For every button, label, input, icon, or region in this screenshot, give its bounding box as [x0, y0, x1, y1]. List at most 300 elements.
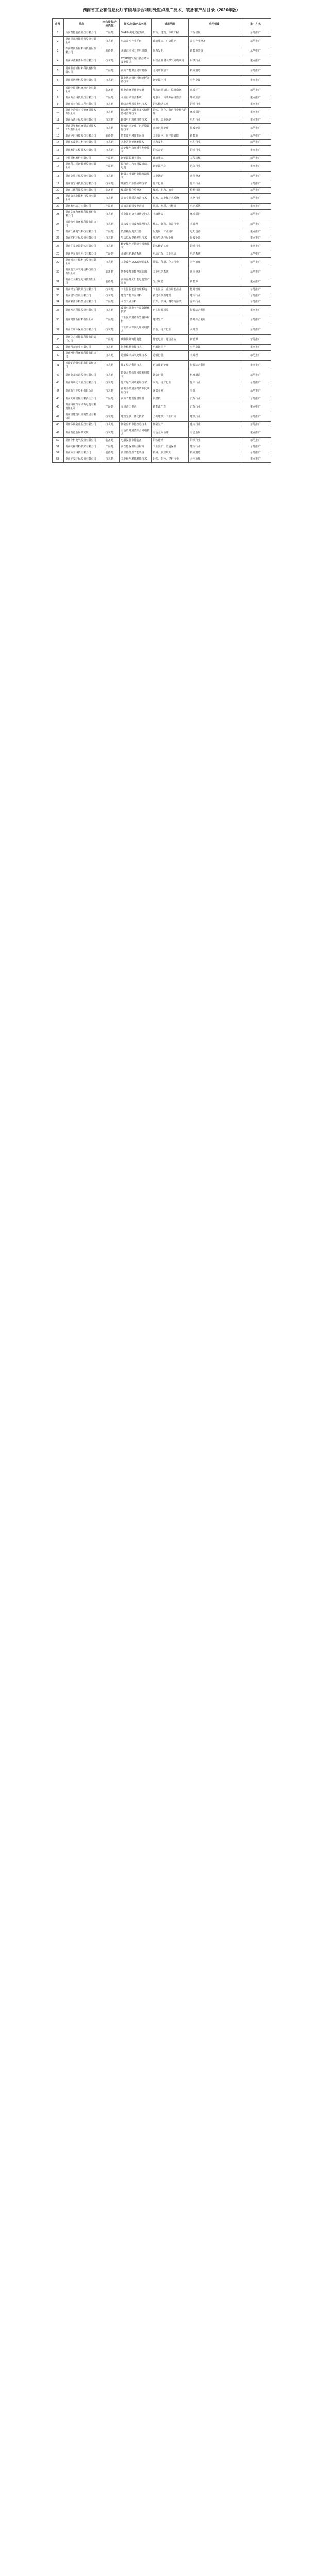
item-name: 高炉煤气余压透平发电技术 — [119, 146, 151, 156]
application-field: 化工行业 — [188, 181, 240, 188]
row-number: 49 — [52, 428, 63, 438]
item-name: 电磁搅拌节能装备 — [119, 438, 151, 444]
row-number: 38 — [52, 335, 63, 345]
row-number: 21 — [52, 194, 63, 204]
application-field: 资源综合利用 — [188, 315, 240, 325]
row-number: 33 — [52, 293, 63, 299]
row-number: 36 — [52, 315, 63, 325]
row-number: 39 — [52, 345, 63, 351]
promotion-mode: 示范推广 — [240, 299, 271, 306]
row-number: 5 — [52, 66, 63, 76]
application-scope: 农药、化工行业 — [151, 380, 188, 386]
category-type: 技术类 — [100, 140, 119, 146]
item-name: 水性工业涂料 — [119, 299, 151, 306]
company-name: 湖南正明环保股份有限公司 — [63, 325, 100, 335]
application-scope: 市政污泥处理 — [151, 124, 188, 133]
promotion-mode: 示范推广 — [240, 444, 271, 450]
row-number: 8 — [52, 95, 63, 101]
table-row — [52, 117, 271, 124]
promotion-mode: 重点推广 — [240, 108, 271, 117]
promotion-mode: 示范推广 — [240, 172, 271, 181]
category-type: 装备类 — [100, 267, 119, 277]
company-name: 湖南省建筑设计院集团有限公司 — [63, 412, 100, 422]
table-row — [52, 95, 271, 101]
table-row — [52, 37, 271, 46]
row-number: 32 — [52, 287, 63, 293]
row-number: 15 — [52, 146, 63, 156]
table-row — [52, 108, 271, 117]
application-field: 机械制造 — [188, 66, 240, 76]
promotion-mode: 重点推广 — [240, 345, 271, 351]
catalog-table — [52, 18, 271, 463]
application-scope: 供水、工业循环水系统 — [151, 194, 188, 204]
item-name: 生活垃圾焚烧发电技术 — [119, 235, 151, 242]
category-type: 技术类 — [100, 37, 119, 46]
category-type: 产品类 — [100, 229, 119, 235]
row-number: 19 — [52, 181, 63, 188]
category-type: 技术类 — [100, 258, 119, 267]
item-name: 高效晶硅太阳能电池生产装备 — [119, 277, 151, 287]
category-type: 产品类 — [100, 66, 119, 76]
item-name: 永磁直驱风力发电机组 — [119, 46, 151, 56]
company-name: 湖南沃森电气科技有限公司 — [63, 229, 100, 235]
row-number: 7 — [52, 86, 63, 95]
row-number: 34 — [52, 299, 63, 306]
item-name: 高效节能涡轮增压器 — [119, 396, 151, 402]
company-name: 株洲时代新材料科技股份有限公司 — [63, 46, 100, 56]
category-type: 产品类 — [100, 444, 119, 450]
promotion-mode: 重点推广 — [240, 146, 271, 156]
application-scope: 钢铁烧结工序 — [151, 101, 188, 108]
company-name: 湖南科霸汽车动力电池有限责任公司 — [63, 402, 100, 412]
item-name: 建筑节能保温材料 — [119, 293, 151, 299]
item-name: 高效节能双金属带锯条 — [119, 66, 151, 76]
item-name: 永磁电机驱动系统 — [119, 251, 151, 258]
promotion-mode: 示范推广 — [240, 351, 271, 361]
company-name: 湖南博世科环保科技有限公司 — [63, 351, 100, 361]
application-field: 水处理 — [188, 351, 240, 361]
row-number: 52 — [52, 450, 63, 456]
promotion-mode: 示范推广 — [240, 66, 271, 76]
application-scope: 光伏制造 — [151, 277, 188, 287]
row-number: 16 — [52, 156, 63, 162]
category-type: 装备类 — [100, 46, 119, 56]
application-field: 电力行业 — [188, 140, 240, 146]
company-name: 湖南科力远新能源股份有限公司 — [63, 162, 100, 172]
company-name: 湖南创元铝业有限公司 — [63, 345, 100, 351]
application-scope: 造纸行业 — [151, 351, 188, 361]
category-type: 技术类 — [100, 210, 119, 219]
promotion-mode: 示范推广 — [240, 293, 271, 299]
application-field: 涂料行业 — [188, 299, 240, 306]
item-name: 混合动力汽车用镍氢动力电池 — [119, 162, 151, 172]
promotion-mode: 示范推广 — [240, 181, 271, 188]
category-type: 技术类 — [100, 76, 119, 86]
table-row — [52, 46, 271, 56]
promotion-mode: 重点推广 — [240, 229, 271, 235]
promotion-mode: 示范推广 — [240, 30, 271, 37]
row-number: 42 — [52, 370, 63, 380]
application-field: 机械制造 — [188, 450, 240, 456]
application-scope: 冶金、化工行业 — [151, 325, 188, 335]
application-field: 有色金属 — [188, 76, 240, 86]
item-name: SWE系列电动挖掘机 — [119, 30, 151, 37]
application-field: 钢铁行业 — [188, 242, 240, 251]
table-row — [52, 315, 271, 325]
application-field: 工程机械 — [188, 30, 240, 37]
company-name: 湖南湘江涂料集团有限公司 — [63, 299, 100, 306]
application-scope: 建筑施工 — [151, 156, 188, 162]
row-number: 3 — [52, 46, 63, 56]
company-name: 湖南天雁机械有限责任公司 — [63, 396, 100, 402]
row-number: 45 — [52, 396, 63, 402]
row-number: 47 — [52, 412, 63, 422]
company-name: 湖南立方新能源科技有限责任公司 — [63, 335, 100, 345]
table-row — [52, 380, 271, 386]
row-number: 37 — [52, 325, 63, 335]
application-scope: 公共建筑、工业厂房 — [151, 412, 188, 422]
application-field: 汽车行业 — [188, 396, 240, 402]
category-type: 产品类 — [100, 251, 119, 258]
table-row — [52, 188, 271, 194]
item-name: 智能微电网储能系统 — [119, 133, 151, 140]
application-scope: 矿山、建筑、市政工程 — [151, 30, 188, 37]
application-field: 电力设备 — [188, 229, 240, 235]
category-type: 产品类 — [100, 95, 119, 101]
category-type: 技术类 — [100, 146, 119, 156]
promotion-mode: 重点推广 — [240, 402, 271, 412]
row-number: 53 — [52, 456, 63, 463]
company-name: 湖南力合科技股份有限公司 — [63, 95, 100, 101]
item-name: 低损耗配电变压器 — [119, 229, 151, 235]
company-name: 湖南新五丰股份有限公司 — [63, 386, 100, 396]
category-type: 装备类 — [100, 438, 119, 444]
row-number: 14 — [52, 140, 63, 146]
promotion-mode: 重点推广 — [240, 277, 271, 287]
table-row — [52, 146, 271, 156]
application-scope: 风机、水泵、压缩机 — [151, 204, 188, 210]
table-row — [52, 450, 271, 456]
application-field: 建材行业 — [188, 422, 240, 428]
table-row — [52, 204, 271, 210]
promotion-mode: 示范推广 — [240, 133, 271, 140]
category-type: 技术类 — [100, 124, 119, 133]
promotion-mode: 重点推广 — [240, 242, 271, 251]
category-type: 装备类 — [100, 86, 119, 95]
item-name: 烧结余热回收发电技术 — [119, 101, 151, 108]
promotion-mode: 示范推广 — [240, 335, 271, 345]
application-field: 高空作业设备 — [188, 37, 240, 46]
column-header: 技术/装备/产品类型 — [100, 19, 119, 30]
item-name: 水电站智能运维技术 — [119, 140, 151, 146]
promotion-mode: 示范推广 — [240, 124, 271, 133]
row-number: 50 — [52, 438, 63, 444]
company-name: 山河智能装备股份有限公司 — [63, 30, 100, 37]
company-name: 长沙市中蓝环保科技有限公司 — [63, 219, 100, 229]
company-name: 长沙矿冶研究院有限责任公司 — [63, 361, 100, 370]
application-scope: 涂装、印刷、化工行业 — [151, 258, 188, 267]
promotion-mode: 示范推广 — [240, 219, 271, 229]
application-scope: 化工行业 — [151, 181, 188, 188]
row-number: 51 — [52, 444, 63, 450]
company-name: 湖南金龙铸造股份有限公司 — [63, 370, 100, 380]
table-row — [52, 133, 271, 140]
category-type: 技术类 — [100, 456, 119, 463]
promotion-mode: 重点推广 — [240, 428, 271, 438]
promotion-mode: 示范推广 — [240, 380, 271, 386]
row-number: 23 — [52, 210, 63, 219]
company-name: 湖南国发控股有限公司 — [63, 293, 100, 299]
application-field: 汽车行业 — [188, 402, 240, 412]
application-field: 电力行业 — [188, 117, 240, 124]
item-name: CCPP燃气蒸汽联合循环发电技术 — [119, 56, 151, 66]
table-row — [52, 56, 271, 66]
table-row — [52, 422, 271, 428]
table-row — [52, 181, 271, 188]
row-number: 43 — [52, 380, 63, 386]
category-type: 产品类 — [100, 396, 119, 402]
item-name: 畜禽养殖废弃物资源化利用技术 — [119, 386, 151, 396]
table-row — [52, 351, 271, 361]
application-scope: 城市生活垃圾处理 — [151, 235, 188, 242]
item-name: 硫酸生产余热回收技术 — [119, 181, 151, 188]
company-name: 湖南红太阳光电科技有限公司 — [63, 277, 100, 287]
table-row — [52, 66, 271, 76]
company-name: 湖南顶立科技有限公司 — [63, 450, 100, 456]
company-name: 湖南有色金属研究院 — [63, 428, 100, 438]
row-number: 12 — [52, 124, 63, 133]
company-name: 湖南长远锂科股份有限公司 — [63, 76, 100, 86]
table-row — [52, 306, 271, 315]
row-number: 35 — [52, 306, 63, 315]
company-name: 湖南屹林材料技术有限公司 — [63, 444, 100, 450]
category-type: 产品类 — [100, 156, 119, 162]
row-number: 44 — [52, 386, 63, 396]
column-header: 序号 — [52, 19, 63, 30]
item-name: 智能变频节能控制装置 — [119, 267, 151, 277]
application-scope: 工业园区、重点用能企业 — [151, 287, 188, 293]
category-type: 技术类 — [100, 117, 119, 124]
item-name: 电动高空作业平台 — [119, 37, 151, 46]
company-name: 湖南湘电动力有限公司 — [63, 204, 100, 210]
row-number: 26 — [52, 235, 63, 242]
table-row — [52, 194, 271, 204]
table-row — [52, 235, 271, 242]
row-number: 11 — [52, 117, 63, 124]
promotion-mode: 示范推广 — [240, 156, 271, 162]
company-name: 湖南艾布鲁环保科技股份有限公司 — [63, 210, 100, 219]
company-name: 湖南泰嘉新材料科技股份有限公司 — [63, 66, 100, 76]
application-scope: 铸造行业 — [151, 370, 188, 380]
item-name: 铝电解槽节能技术 — [119, 345, 151, 351]
category-type: 装备类 — [100, 450, 119, 456]
table-row — [52, 267, 271, 277]
promotion-mode: 示范推广 — [240, 194, 271, 204]
category-type: 技术类 — [100, 325, 119, 335]
table-row — [52, 229, 271, 235]
application-field: 有色金属 — [188, 345, 240, 351]
category-type: 技术类 — [100, 306, 119, 315]
company-name: 湖南军信环保股份有限公司 — [63, 235, 100, 242]
application-field: 农业 — [188, 386, 240, 396]
promotion-mode: 示范推广 — [240, 287, 271, 293]
application-scope: 钢铁转炉工序 — [151, 242, 188, 251]
application-scope: 新能源汽车 — [151, 162, 188, 172]
item-name: 工业废气VOCs治理技术 — [119, 258, 151, 267]
table-row — [52, 242, 271, 251]
promotion-mode: 重点推广 — [240, 117, 271, 124]
application-field: 大气治理 — [188, 258, 240, 267]
promotion-mode: 重点推广 — [240, 204, 271, 210]
company-name: 湖南万容科技股份有限公司 — [63, 306, 100, 315]
table-row — [52, 428, 271, 438]
application-field: 工程机械 — [188, 156, 240, 162]
application-scope: 机械、航空航天 — [151, 450, 188, 456]
table-row — [52, 101, 271, 108]
row-number: 4 — [52, 56, 63, 66]
category-type: 技术类 — [100, 361, 119, 370]
category-type: 技术类 — [100, 108, 119, 117]
application-field: 能源管理 — [188, 287, 240, 293]
category-type: 技术类 — [100, 287, 119, 293]
company-name: 湖南中科电气股份有限公司 — [63, 438, 100, 444]
category-type: 产品类 — [100, 315, 119, 325]
application-scope: 金属切削加工 — [151, 66, 188, 76]
application-field: 市政环卫 — [188, 86, 240, 95]
application-field: 汽车行业 — [188, 162, 240, 172]
item-name: 高效永磁同步电动机 — [119, 204, 151, 210]
promotion-mode: 示范推广 — [240, 370, 271, 380]
application-field: 建材行业 — [188, 293, 240, 299]
category-type: 技术类 — [100, 428, 119, 438]
promotion-mode: 示范推广 — [240, 140, 271, 146]
company-name: 湖南华自科技股份有限公司 — [63, 133, 100, 140]
application-field: 大气治理 — [188, 456, 240, 463]
application-field: 机械制造 — [188, 370, 240, 380]
application-scope: 电解铝生产 — [151, 345, 188, 351]
table-row — [52, 86, 271, 95]
table-row — [52, 258, 271, 267]
application-scope: 钢铁、焦化、有色行业烟气治理 — [151, 108, 188, 117]
table-row — [52, 140, 271, 146]
application-scope: 钢铁、有色、建材行业 — [151, 456, 188, 463]
application-scope: 储能电站、通信基站 — [151, 335, 188, 345]
application-field: 固废处置 — [188, 124, 240, 133]
application-scope: 配电网、工业用户 — [151, 229, 188, 235]
application-scope: 建筑施工、厂房维护 — [151, 37, 188, 46]
application-scope: 钢铁企业富余煤气回收利用 — [151, 56, 188, 66]
table-row — [52, 402, 271, 412]
item-name: 城镇污水处理厂污泥资源化技术 — [119, 124, 151, 133]
application-scope: 新能源汽车 — [151, 402, 188, 412]
category-type: 技术类 — [100, 412, 119, 422]
application-scope: 化工、制药、食品行业 — [151, 219, 188, 229]
application-scope: 汽车、机械、钢结构涂装 — [151, 299, 188, 306]
item-name: 车用动力电池 — [119, 402, 151, 412]
item-name: 化工尾气回收利用技术 — [119, 380, 151, 386]
application-scope: 钢铁高炉 — [151, 146, 188, 156]
table-row — [52, 210, 271, 219]
item-name: 煤质智能化验设备 — [119, 188, 151, 194]
item-name: 水质自动监测系统 — [119, 95, 151, 101]
category-type: 技术类 — [100, 380, 119, 386]
table-body — [52, 30, 271, 463]
promotion-mode: 示范推广 — [240, 37, 271, 46]
application-field: 检测仪器 — [188, 188, 240, 194]
application-field: 通用设备 — [188, 267, 240, 277]
document-page — [0, 0, 323, 468]
promotion-mode: 重点推广 — [240, 95, 271, 101]
application-field: 通用设备 — [188, 172, 240, 181]
company-name: 湖南湘钢工程技术有限公司 — [63, 146, 100, 156]
item-name: 建筑光伏一体化技术 — [119, 412, 151, 422]
column-header: 推广方式 — [240, 19, 271, 30]
table-row — [52, 172, 271, 181]
company-name: 湖南平安环保股份有限公司 — [63, 456, 100, 463]
promotion-mode: 示范推广 — [240, 267, 271, 277]
application-field: 钢铁行业 — [188, 438, 240, 444]
category-type: 技术类 — [100, 386, 119, 396]
item-name: 锂电池正极材料低能耗制备技术 — [119, 76, 151, 86]
item-name: 烧结烟气活性炭多污染物协同治理技术 — [119, 108, 151, 117]
column-header: 应用领域 — [188, 19, 240, 30]
application-field: 新能源 — [188, 335, 240, 345]
application-field: 钢铁行业 — [188, 56, 240, 66]
row-number: 20 — [52, 188, 63, 194]
application-field: 固废处置 — [188, 235, 240, 242]
table-row — [52, 124, 271, 133]
company-name: 湖南恒光科技股份有限公司 — [63, 181, 100, 188]
application-field: 化工行业 — [188, 380, 240, 386]
company-name: 湖南长天自控工程有限公司 — [63, 101, 100, 108]
application-field: 新能源装备 — [188, 46, 240, 56]
promotion-mode: 示范推广 — [240, 86, 271, 95]
item-name: 燃煤工业锅炉节能改造技术 — [119, 172, 151, 181]
table-row — [52, 156, 271, 162]
item-name: 工业固废制备新型墙体材料 — [119, 315, 151, 325]
item-name: 纯电动环卫作业车辆 — [119, 86, 151, 95]
row-number: 29 — [52, 258, 63, 267]
application-scope: 内燃机 — [151, 396, 188, 402]
company-name: 湖南航天环宇通信科技股份有限公司 — [63, 267, 100, 277]
promotion-mode: 重点推广 — [240, 306, 271, 315]
table-row — [52, 396, 271, 402]
application-scope: 工业窑炉、管道保温 — [151, 444, 188, 450]
application-field: 电机系统 — [188, 204, 240, 210]
promotion-mode: 重点推广 — [240, 162, 271, 172]
category-type: 产品类 — [100, 30, 119, 37]
company-name: 湖南凯天环保科技股份有限公司 — [63, 258, 100, 267]
item-name: 燃煤电厂超低排放技术 — [119, 117, 151, 124]
item-name: 有色冶炼废渣综合回收技术 — [119, 428, 151, 438]
row-number: 17 — [52, 162, 63, 172]
table-row — [52, 444, 271, 450]
row-number: 10 — [52, 108, 63, 117]
category-type: 技术类 — [100, 101, 119, 108]
promotion-mode: 示范推广 — [240, 396, 271, 402]
category-type: 技术类 — [100, 293, 119, 299]
company-name: 湖南星邦智能装备股份有限公司 — [63, 37, 100, 46]
application-field: 环境保护 — [188, 108, 240, 117]
item-name: 转炉煤气干法除尘回收技术 — [119, 242, 151, 251]
application-scope: 工业电机系统 — [151, 267, 188, 277]
table-row — [52, 325, 271, 335]
company-name: 湖南永清环保股份有限公司 — [63, 117, 100, 124]
promotion-mode: 重点推广 — [240, 101, 271, 108]
column-header: 技术/装备/产品名称 — [119, 19, 151, 30]
category-type: 装备类 — [100, 188, 119, 194]
item-name: 工业废水深度处理回用技术 — [119, 325, 151, 335]
